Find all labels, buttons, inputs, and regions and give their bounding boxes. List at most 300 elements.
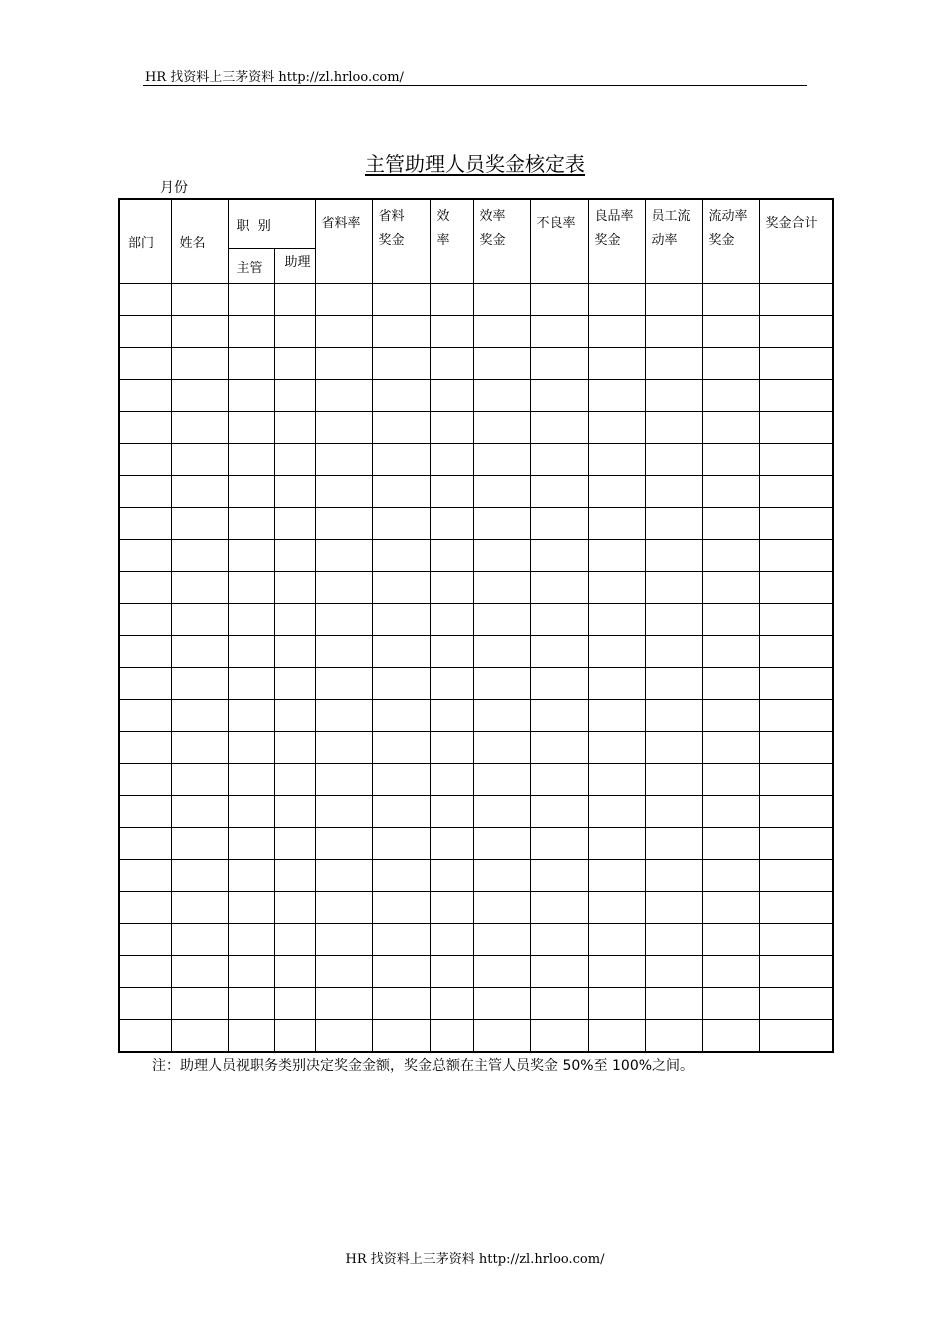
table-cell [372,348,430,380]
table-cell [473,828,530,860]
page-footer: HR 找资料上三茅资料 http://zl.hrloo.com/ [345,1252,605,1267]
table-cell [274,284,315,316]
table-cell [759,284,833,316]
table-cell [315,284,372,316]
table-cell [588,732,645,764]
table-cell [759,412,833,444]
table-cell [274,572,315,604]
table-row [119,732,833,764]
table-cell [645,732,702,764]
table-cell [473,1020,530,1053]
table-cell [274,412,315,444]
table-cell [171,476,228,508]
table-cell [315,444,372,476]
table-cell [228,380,274,412]
table-cell [372,540,430,572]
header-row-1 [119,199,833,249]
table-cell [588,764,645,796]
table-cell [588,284,645,316]
table-cell [372,796,430,828]
defect-rate-label: 不良率 [536,216,576,231]
table-cell [372,316,430,348]
table-row [119,956,833,988]
table-cell [430,892,473,924]
table-cell [588,636,645,668]
table-cell [372,1020,430,1053]
table-cell [530,412,588,444]
table-cell [530,444,588,476]
table-cell [645,764,702,796]
table-cell [315,508,372,540]
table-cell [171,572,228,604]
table-cell [530,892,588,924]
table-cell [119,604,171,636]
table-cell [473,636,530,668]
table-row [119,572,833,604]
table-cell [119,444,171,476]
table-cell [119,732,171,764]
table-cell [274,444,315,476]
table-cell [645,572,702,604]
table-cell [702,1020,759,1053]
table-cell [228,348,274,380]
table-row [119,476,833,508]
table-cell [372,284,430,316]
table-cell [759,988,833,1020]
table-cell [430,572,473,604]
table-cell [430,764,473,796]
table-cell [702,956,759,988]
table-cell [759,636,833,668]
efficiency-bonus-line1: 效率 [479,209,506,224]
table-cell [315,924,372,956]
table-cell [759,732,833,764]
header-efficiency [430,199,473,284]
table-cell [228,444,274,476]
table-cell [119,892,171,924]
table-cell [473,508,530,540]
table-cell [645,380,702,412]
table-cell [274,668,315,700]
table-cell [430,476,473,508]
table-cell [588,988,645,1020]
table-cell [171,412,228,444]
header-bonus-total [759,199,833,284]
table-cell [530,828,588,860]
table-cell [530,540,588,572]
table-cell [702,604,759,636]
table-cell [530,956,588,988]
table-cell [530,380,588,412]
table-row [119,1020,833,1053]
table-cell [645,412,702,444]
table-cell [315,988,372,1020]
table-cell [759,508,833,540]
table-cell [588,444,645,476]
table-cell [702,476,759,508]
material-save-bonus-line2: 奖金 [378,233,405,248]
table-row [119,348,833,380]
table-cell [702,668,759,700]
assistant-label: 助理 [284,255,311,270]
table-row [119,444,833,476]
table-cell [430,412,473,444]
title-text: 主管助理人员奖金核定表 [365,152,585,176]
table-cell [430,540,473,572]
table-cell [315,348,372,380]
table-cell [588,1020,645,1053]
table-cell [228,316,274,348]
table-cell [430,348,473,380]
table-cell [430,508,473,540]
table-cell [430,860,473,892]
table-cell [171,700,228,732]
table-cell [702,348,759,380]
table-cell [315,636,372,668]
table-cell [759,860,833,892]
table-cell [473,764,530,796]
header-dept: 部门 [119,199,171,284]
table-cell [171,508,228,540]
table-cell [372,892,430,924]
table-cell [228,604,274,636]
table-cell [588,828,645,860]
table-cell [274,476,315,508]
table-cell [171,732,228,764]
table-cell [274,604,315,636]
table-cell [530,636,588,668]
table-cell [228,924,274,956]
table-cell [473,380,530,412]
table-cell [171,892,228,924]
table-cell [530,924,588,956]
table-cell [171,828,228,860]
table-cell [702,828,759,860]
table-cell [645,1020,702,1053]
table-cell [759,924,833,956]
table-row [119,508,833,540]
table-cell [228,796,274,828]
table-cell [702,988,759,1020]
table-cell [530,700,588,732]
table-cell [119,668,171,700]
table-cell [645,444,702,476]
table-cell [274,732,315,764]
table-cell [759,476,833,508]
table-cell [171,1020,228,1053]
table-cell [372,412,430,444]
material-save-rate-label: 省料率 [321,216,361,231]
table-cell [372,700,430,732]
table-cell [171,636,228,668]
table-cell [228,412,274,444]
table-cell [702,924,759,956]
table-cell [759,348,833,380]
table-cell [372,924,430,956]
table-cell [702,380,759,412]
month-label: 月份 [160,180,188,196]
table-cell [119,924,171,956]
table-cell [588,796,645,828]
table-cell [228,508,274,540]
table-cell [171,316,228,348]
table-cell [588,572,645,604]
table-cell [228,668,274,700]
header-name: 姓名 [171,199,228,284]
table-cell [588,604,645,636]
table-cell [119,700,171,732]
table-cell [430,444,473,476]
table-cell [473,540,530,572]
table-cell [228,860,274,892]
turnover-line1: 员工流 [651,209,691,224]
table-cell [315,860,372,892]
table-cell [228,892,274,924]
table-cell [430,828,473,860]
table-cell [759,380,833,412]
table-cell [759,572,833,604]
table-cell [119,828,171,860]
table-cell [645,668,702,700]
table-cell [119,860,171,892]
table-cell [228,700,274,732]
table-cell [119,956,171,988]
table-row [119,860,833,892]
table-cell [588,316,645,348]
table-cell [645,508,702,540]
table-cell [315,380,372,412]
table-cell [430,284,473,316]
table-cell [588,668,645,700]
table-cell [372,476,430,508]
table-cell [228,284,274,316]
table-cell [430,636,473,668]
table-cell [228,988,274,1020]
table-cell [645,924,702,956]
table-row [119,892,833,924]
table-cell [759,668,833,700]
table-cell [473,476,530,508]
table-cell [171,796,228,828]
table-cell [119,508,171,540]
table-cell [759,764,833,796]
table-cell [119,284,171,316]
table-cell [171,540,228,572]
table-cell [228,636,274,668]
table-cell [645,316,702,348]
table-cell [473,988,530,1020]
table-cell [119,1020,171,1053]
table-cell [530,348,588,380]
table-cell [588,476,645,508]
table-cell [274,508,315,540]
table-cell [171,764,228,796]
table-cell [588,956,645,988]
table-cell [171,924,228,956]
table-cell [759,604,833,636]
table-cell [702,700,759,732]
table-cell [530,316,588,348]
table-cell [702,284,759,316]
table-row [119,380,833,412]
table-cell [530,860,588,892]
table-cell [473,700,530,732]
table-cell [171,988,228,1020]
table-cell [315,764,372,796]
table-row [119,796,833,828]
table-cell [588,860,645,892]
table-cell [759,316,833,348]
table-cell [274,764,315,796]
table-cell [372,988,430,1020]
table-cell [119,988,171,1020]
table-row [119,604,833,636]
table-cell [228,1020,274,1053]
table-cell [315,700,372,732]
table-row [119,284,833,316]
table-cell [430,988,473,1020]
table-cell [530,508,588,540]
table-cell [430,924,473,956]
table-cell [702,764,759,796]
table-cell [274,636,315,668]
table-cell [530,732,588,764]
table-cell [702,636,759,668]
table-cell [315,956,372,988]
table-cell [759,956,833,988]
table-cell [702,860,759,892]
table-cell [702,540,759,572]
efficiency-line2: 率 [436,233,450,248]
table-cell [588,380,645,412]
table-cell [473,956,530,988]
table-cell [430,1020,473,1053]
table-cell [702,796,759,828]
table-cell [171,348,228,380]
table-cell [530,796,588,828]
table-cell [645,892,702,924]
table-cell [530,668,588,700]
header-divider [143,85,807,86]
table-cell [274,796,315,828]
table-row [119,540,833,572]
table-cell [315,796,372,828]
table-cell [315,604,372,636]
table-row [119,316,833,348]
table-cell [274,380,315,412]
table-cell [473,572,530,604]
table-cell [228,540,274,572]
table-cell [315,732,372,764]
table-cell [228,572,274,604]
table-row [119,412,833,444]
table-cell [171,956,228,988]
table-cell [588,700,645,732]
table-cell [430,700,473,732]
table-cell [372,732,430,764]
table-cell [645,860,702,892]
table-cell [645,700,702,732]
table-cell [274,860,315,892]
table-cell [759,1020,833,1053]
table-cell [315,412,372,444]
table-cell [315,1020,372,1053]
table-cell [274,1020,315,1053]
table-cell [473,732,530,764]
table-cell [473,284,530,316]
turnover-bonus-line1: 流动率 [708,209,748,224]
table-cell [315,668,372,700]
table-cell [372,636,430,668]
table-cell [702,444,759,476]
table-cell [473,796,530,828]
header-turnover [645,199,702,284]
header-turnover-bonus [702,199,759,284]
header-efficiency-bonus [473,199,530,284]
table-cell [119,476,171,508]
table-row [119,828,833,860]
table-cell [759,540,833,572]
table-cell [645,604,702,636]
header-position: 职 别 [228,199,315,249]
table-cell [119,348,171,380]
table-cell [645,828,702,860]
table-cell [530,476,588,508]
table-cell [372,380,430,412]
table-row [119,764,833,796]
table-cell [645,476,702,508]
quality-bonus-line2: 奖金 [594,233,621,248]
table-cell [430,604,473,636]
table-cell [473,444,530,476]
table-cell [372,828,430,860]
table-cell [372,860,430,892]
table-cell [473,348,530,380]
table-cell [759,828,833,860]
table-cell [171,860,228,892]
table-cell [430,956,473,988]
table-cell [119,316,171,348]
table-cell [119,572,171,604]
table-cell [530,1020,588,1053]
table-cell [171,380,228,412]
header-defect-rate [530,199,588,284]
table-row [119,988,833,1020]
table-cell [171,604,228,636]
table-cell [473,316,530,348]
table-cell [759,796,833,828]
table-cell [645,956,702,988]
table-cell [473,860,530,892]
header-position-assistant [274,249,315,284]
table-cell [315,316,372,348]
header-material-save-bonus [372,199,430,284]
table-cell [588,924,645,956]
bonus-table [118,198,834,1053]
table-cell [702,732,759,764]
header-material-save-rate [315,199,372,284]
table-cell [315,892,372,924]
table-row [119,668,833,700]
table-cell [430,380,473,412]
table-cell [119,764,171,796]
table-cell [645,540,702,572]
table-cell [315,476,372,508]
table-cell [430,732,473,764]
table-cell [473,892,530,924]
table-cell [274,316,315,348]
table-cell [588,412,645,444]
